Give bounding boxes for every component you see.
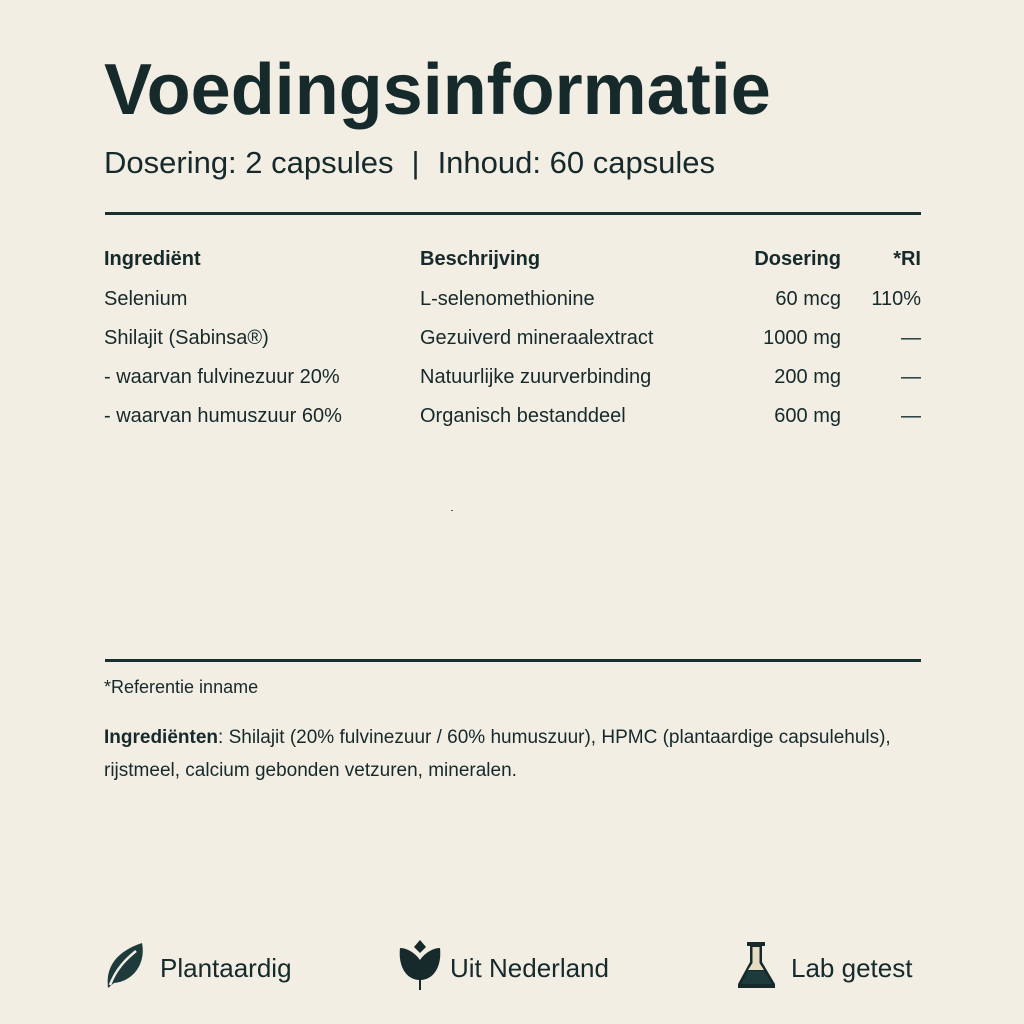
dosage-info: Dosering: 2 capsules bbox=[104, 145, 394, 180]
badge-dutch bbox=[398, 944, 609, 992]
badge-label: Plantaardig bbox=[160, 952, 292, 983]
reference-intake-note: *Referentie inname bbox=[104, 677, 259, 697]
table-header-row bbox=[104, 248, 921, 280]
badge-plant-based bbox=[104, 944, 292, 992]
ingredients-text: : Shilajit (20% fulvinezuur / 60% humuszuur), HPMC (plantaardige capsulehuls), rijstmeel, calcium gebonden vetzuren, mineralen. bbox=[104, 727, 891, 781]
header-ingredient: Ingrediënt bbox=[104, 248, 201, 270]
header-ri: *RI bbox=[893, 248, 921, 270]
subtitle bbox=[104, 142, 715, 184]
cell-ingredient: - waarvan humuszuur 60% bbox=[104, 405, 342, 427]
separator: | bbox=[411, 145, 420, 180]
cell-dosage: 600 mg bbox=[774, 405, 841, 427]
nutrition-table bbox=[104, 248, 921, 436]
cell-dosage: 60 mcg bbox=[775, 288, 841, 310]
tulip-icon bbox=[398, 940, 454, 997]
cell-description: L-selenomethionine bbox=[420, 288, 595, 310]
badge-label: Lab getest bbox=[791, 952, 913, 983]
cell-description: Natuurlijke zuurverbinding bbox=[420, 366, 652, 388]
flask-icon bbox=[735, 940, 791, 997]
cell-ingredient: Shilajit (Sabinsa®) bbox=[104, 327, 269, 349]
leaf-icon bbox=[104, 941, 160, 996]
cell-dosage: 1000 mg bbox=[763, 327, 841, 349]
page-title: Voedingsinformatie bbox=[104, 50, 771, 130]
divider-bottom bbox=[105, 659, 921, 662]
cell-dosage: 200 mg bbox=[774, 366, 841, 388]
divider-top bbox=[105, 212, 921, 215]
badge-lab-tested bbox=[735, 944, 912, 992]
header-description: Beschrijving bbox=[420, 248, 541, 270]
cell-description: Gezuiverd mineraalextract bbox=[420, 327, 654, 349]
content-info: Inhoud: 60 capsules bbox=[437, 145, 716, 180]
table-row bbox=[104, 280, 921, 319]
badge-label: Uit Nederland bbox=[450, 952, 609, 983]
cell-description: Organisch bestanddeel bbox=[420, 405, 626, 427]
ingredients-list bbox=[104, 721, 904, 787]
cell-ri: — bbox=[901, 405, 921, 427]
stray-dot bbox=[451, 510, 453, 511]
table-row bbox=[104, 358, 921, 397]
table-row bbox=[104, 397, 921, 436]
cell-ri: 110% bbox=[871, 288, 921, 310]
cell-ri: — bbox=[901, 327, 921, 349]
cell-ingredient: Selenium bbox=[104, 288, 188, 310]
cell-ri: — bbox=[901, 366, 921, 388]
header-dosage: Dosering bbox=[754, 248, 841, 270]
table-row bbox=[104, 319, 921, 358]
cell-ingredient: - waarvan fulvinezuur 20% bbox=[104, 366, 340, 388]
ingredients-label: Ingrediënten bbox=[104, 727, 219, 748]
